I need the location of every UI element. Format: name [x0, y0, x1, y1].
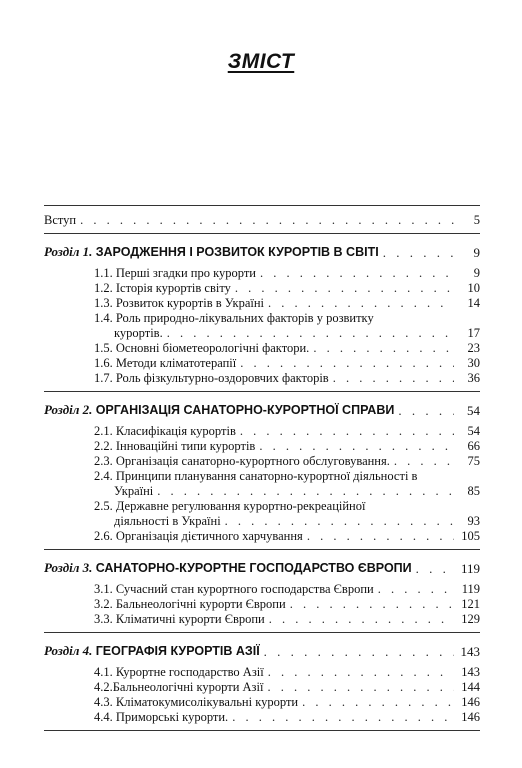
toc-entry[interactable]: 3.3. Кліматичні курорти Європи . . . 129	[44, 612, 480, 627]
toc-chapter-1[interactable]: Розділ 1. ЗАРОДЖЕННЯ І РОЗВИТОК КУРОРТІВ В СВІТІ . . . 9	[44, 244, 480, 260]
table-of-contents	[44, 200, 480, 735]
toc-entry[interactable]: 2.3. Організація санаторно-курортного обслуговування. . . . 75	[44, 454, 480, 469]
toc-entry[interactable]: 2.4. Принципи планування санаторно-курортної діяльності в Україні . . . 85	[44, 469, 480, 499]
divider	[44, 549, 480, 550]
divider	[44, 632, 480, 633]
toc-entry[interactable]: 2.1. Класифікація курортів . . . 54	[44, 424, 480, 439]
toc-chapter-2[interactable]: Розділ 2. ОРГАНІЗАЦІЯ САНАТОРНО-КУРОРТНОЇ СПРАВИ . . . 54	[44, 402, 480, 418]
toc-entry[interactable]: 4.3. Кліматокумисолікувальні курорти . . . 146	[44, 695, 480, 710]
toc-entry[interactable]: 1.6. Методи кліматотерапії . . . 30	[44, 356, 480, 371]
toc-entry[interactable]: 1.2. Історія курортів світу . . . 10	[44, 281, 480, 296]
toc-entry[interactable]: 4.4. Приморські курорти. . . . 146	[44, 710, 480, 725]
toc-entry[interactable]: 1.7. Роль фізкультурно-оздоровчих факторів . . . 36	[44, 371, 480, 386]
toc-entry[interactable]: 1.3. Розвиток курортів в Україні . . . 14	[44, 296, 480, 311]
toc-chapter-4[interactable]: Розділ 4. ГЕОГРАФІЯ КУРОРТІВ АЗІЇ . . . 143	[44, 643, 480, 659]
toc-entry[interactable]: 2.2. Інноваційні типи курортів . . . 66	[44, 439, 480, 454]
toc-entry[interactable]: 2.5. Державне регулювання курортно-рекреаційної діяльності в Україні . . . 93	[44, 499, 480, 529]
toc-chapter-3[interactable]: Розділ 3. САНАТОРНО-КУРОРТНЕ ГОСПОДАРСТВО ЄВРОПИ . . . 119	[44, 560, 480, 576]
toc-entry-intro[interactable]: Вступ . . . 5	[44, 213, 480, 228]
divider	[44, 233, 480, 234]
toc-entry[interactable]: 4.1. Курортне господарство Азії . . . 143	[44, 665, 480, 680]
divider	[44, 391, 480, 392]
divider	[44, 730, 480, 731]
toc-entry[interactable]: 1.4. Роль природно-лікувальних факторів у розвитку курортів. . . . 17	[44, 311, 480, 341]
toc-entry[interactable]: 4.2.Бальнеологічні курорти Азії . . . 144	[44, 680, 480, 695]
toc-entry[interactable]: 1.5. Основні біометеорологічні фактори. . . . 23	[44, 341, 480, 356]
toc-entry[interactable]: 1.1. Перші згадки про курорти . . . 9	[44, 266, 480, 281]
toc-entry[interactable]: 3.1. Сучасний стан курортного господарства Європи . . . 119	[44, 582, 480, 597]
page-title: ЗМІСТ	[227, 50, 295, 73]
toc-entry[interactable]: 3.2. Бальнеологічні курорти Європи . . . 121	[44, 597, 480, 612]
toc-entry[interactable]: 2.6. Організація дієтичного харчування . . . 105	[44, 529, 480, 544]
divider	[44, 205, 480, 206]
